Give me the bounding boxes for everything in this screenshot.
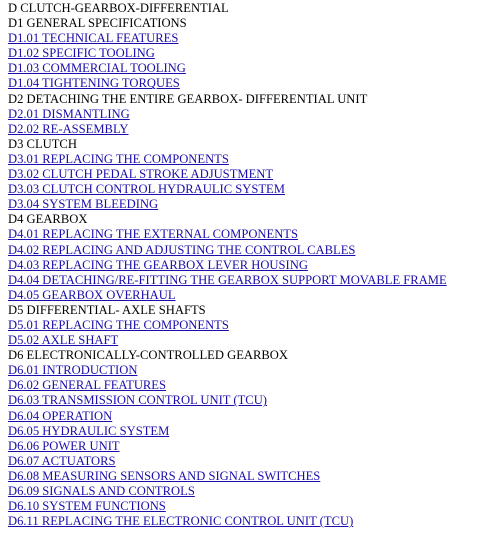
toc-link[interactable]: D6.04 OPERATION	[8, 408, 113, 423]
toc-link[interactable]: D1.02 SPECIFIC TOOLING	[8, 46, 155, 61]
table-of-contents	[8, 1, 498, 529]
toc-link[interactable]: D6.10 SYSTEM FUNCTIONS	[8, 499, 166, 514]
toc-link[interactable]: D6.08 MEASURING SENSORS AND SIGNAL SWITCHES	[8, 468, 321, 483]
toc-link[interactable]: D1.04 TIGHTENING TORQUES	[8, 76, 180, 91]
section-heading: D6 ELECTRONICALLY-CONTROLLED GEARBOX	[8, 348, 288, 363]
toc-link[interactable]: D2.02 RE-ASSEMBLY	[8, 121, 129, 136]
toc-link[interactable]: D6.03 TRANSMISSION CONTROL UNIT (TCU)	[8, 393, 267, 408]
section-heading: D4 GEARBOX	[8, 212, 88, 227]
toc-link[interactable]: D6.06 POWER UNIT	[8, 438, 120, 453]
toc-link[interactable]: D6.09 SIGNALS AND CONTROLS	[8, 484, 195, 498]
section-heading: D2 DETACHING THE ENTIRE GEARBOX- DIFFERENTIAL UNIT	[8, 91, 368, 106]
toc-link[interactable]: D5.02 AXLE SHAFT	[8, 333, 119, 348]
section-heading: D3 CLUTCH	[8, 136, 77, 151]
toc-link[interactable]: D1.01 TECHNICAL FEATURES	[8, 31, 179, 46]
toc-link[interactable]: D3.04 SYSTEM BLEEDING	[8, 197, 159, 212]
toc-link[interactable]: D2.01 DISMANTLING	[8, 106, 130, 121]
toc-link[interactable]: D4.01 REPLACING THE EXTERNAL COMPONENTS	[8, 227, 299, 242]
section-heading: D CLUTCH-GEARBOX-DIFFERENTIAL	[8, 1, 229, 15]
section-heading: D1 GENERAL SPECIFICATIONS	[8, 16, 187, 31]
toc-link[interactable]: D6.05 HYDRAULIC SYSTEM	[8, 423, 170, 438]
toc-link[interactable]: D3.03 CLUTCH CONTROL HYDRAULIC SYSTEM	[8, 182, 285, 197]
toc-link[interactable]: D1.03 COMMERCIAL TOOLING	[8, 61, 186, 76]
toc-link[interactable]: D4.02 REPLACING AND ADJUSTING THE CONTROL CABLES	[8, 242, 356, 257]
toc-link[interactable]: D4.05 GEARBOX OVERHAUL	[8, 287, 176, 302]
toc-link[interactable]: D6.07 ACTUATORS	[8, 453, 116, 468]
toc-link[interactable]: D6.01 INTRODUCTION	[8, 363, 138, 378]
toc-link[interactable]: D4.04 DETACHING/RE-FITTING THE GEARBOX SUPPORT MOVABLE FRAME	[8, 272, 447, 287]
toc-link[interactable]: D3.02 CLUTCH PEDAL STROKE ADJUSTMENT	[8, 167, 274, 182]
toc-link[interactable]: D6.02 GENERAL FEATURES	[8, 378, 167, 393]
section-heading: D5 DIFFERENTIAL- AXLE SHAFTS	[8, 302, 206, 317]
toc-link[interactable]: D5.01 REPLACING THE COMPONENTS	[8, 317, 229, 332]
toc-link[interactable]: D6.11 REPLACING THE ELECTRONIC CONTROL UNIT (TCU)	[8, 514, 354, 529]
toc-link[interactable]: D4.03 REPLACING THE GEARBOX LEVER HOUSING	[8, 257, 308, 272]
toc-link[interactable]: D3.01 REPLACING THE COMPONENTS	[8, 151, 229, 166]
